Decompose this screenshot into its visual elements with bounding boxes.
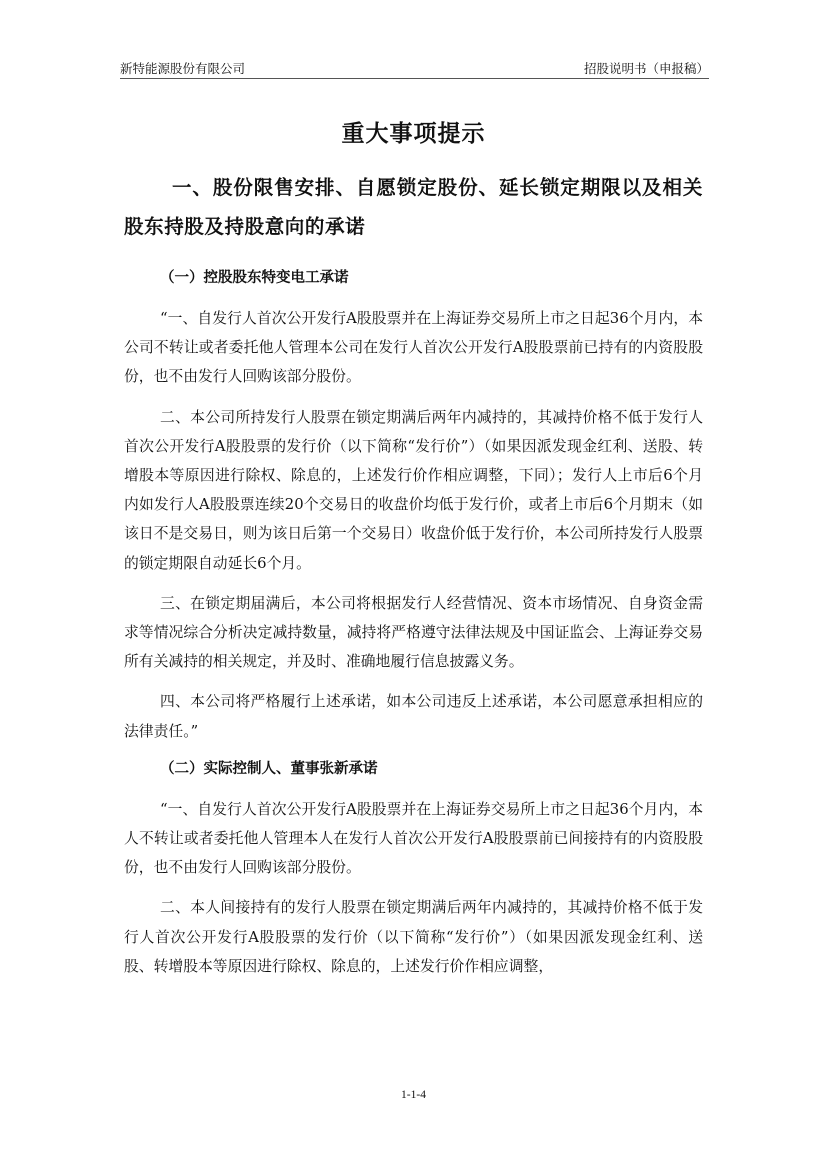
page-number: 1-1-4: [401, 1089, 426, 1101]
page-header: [120, 56, 709, 79]
paragraph: 四、本公司将严格履行上述承诺，如本公司违反上述承诺，本公司愿意承担相应的法律责任。”: [124, 693, 703, 740]
header-document-type: 招股说明书（申报稿）: [583, 61, 709, 76]
page-title: 重大事项提示: [341, 121, 486, 147]
paragraph: “一、自发行人首次公开发行A股股票并在上海证券交易所上市之日起36个月内，本公司不转让或者委托他人管理本公司在发行人首次公开发行A股股票前已持有的内资股股份，也不由发行人回购该部分股份。: [124, 310, 703, 386]
header-company-name: 新特能源股份有限公司: [120, 61, 246, 76]
paragraph: “一、自发行人首次公开发行A股股票并在上海证券交易所上市之日起36个月内，本人不转让或者委托他人管理本人在发行人首次公开发行A股股票前已间接持有的内资股股份，也不由发行人回购该部分股份。: [124, 800, 703, 877]
page-body: [124, 112, 703, 981]
subsection-title-controlling-shareholder: （一）控股股东特变电工承诺: [160, 270, 349, 286]
subsection-title-actual-controller: （二）实际控制人、董事张新承诺: [160, 760, 378, 777]
section-title: 一、股份限售安排、自愿锁定股份、延长锁定期限以及相关股东持股及持股意向的承诺: [124, 176, 703, 238]
paragraph: 二、本人间接持有的发行人股票在锁定期满后两年内减持的，其减持价格不低于发行人首次公开发行A股股票的发行价（以下简称“发行价”）（如果因派发现金红利、送股、转增股本等原因进行除权、除息的，上述发行价作相应调整，: [124, 899, 703, 975]
paragraph: 三、在锁定期届满后，本公司将根据发行人经营情况、资本市场情况、自身资金需求等情况综合分析决定减持数量，减持将严格遵守法律法规及中国证监会、上海证券交易所有关减持的相关规定，并及时、准确地履行信息披露义务。: [124, 594, 703, 671]
paragraph: 二、本公司所持发行人股票在锁定期满后两年内减持的，其减持价格不低于发行人首次公开发行A股股票的发行价（以下简称“发行价”）（如果因派发现金红利、送股、转增股本等原因进行除权、除息的，上述发行价作相应调整，下同）；发行人上市后6个月内如发行人A股股票连续20个交易日的收盘价均低于发行价，或者上市后6个月期末（如该日不是交易日，则为该日后第一个交易日）收盘价低于发行价，本公司所持发行人股票的锁定期限自动延长6个月。: [124, 408, 703, 572]
